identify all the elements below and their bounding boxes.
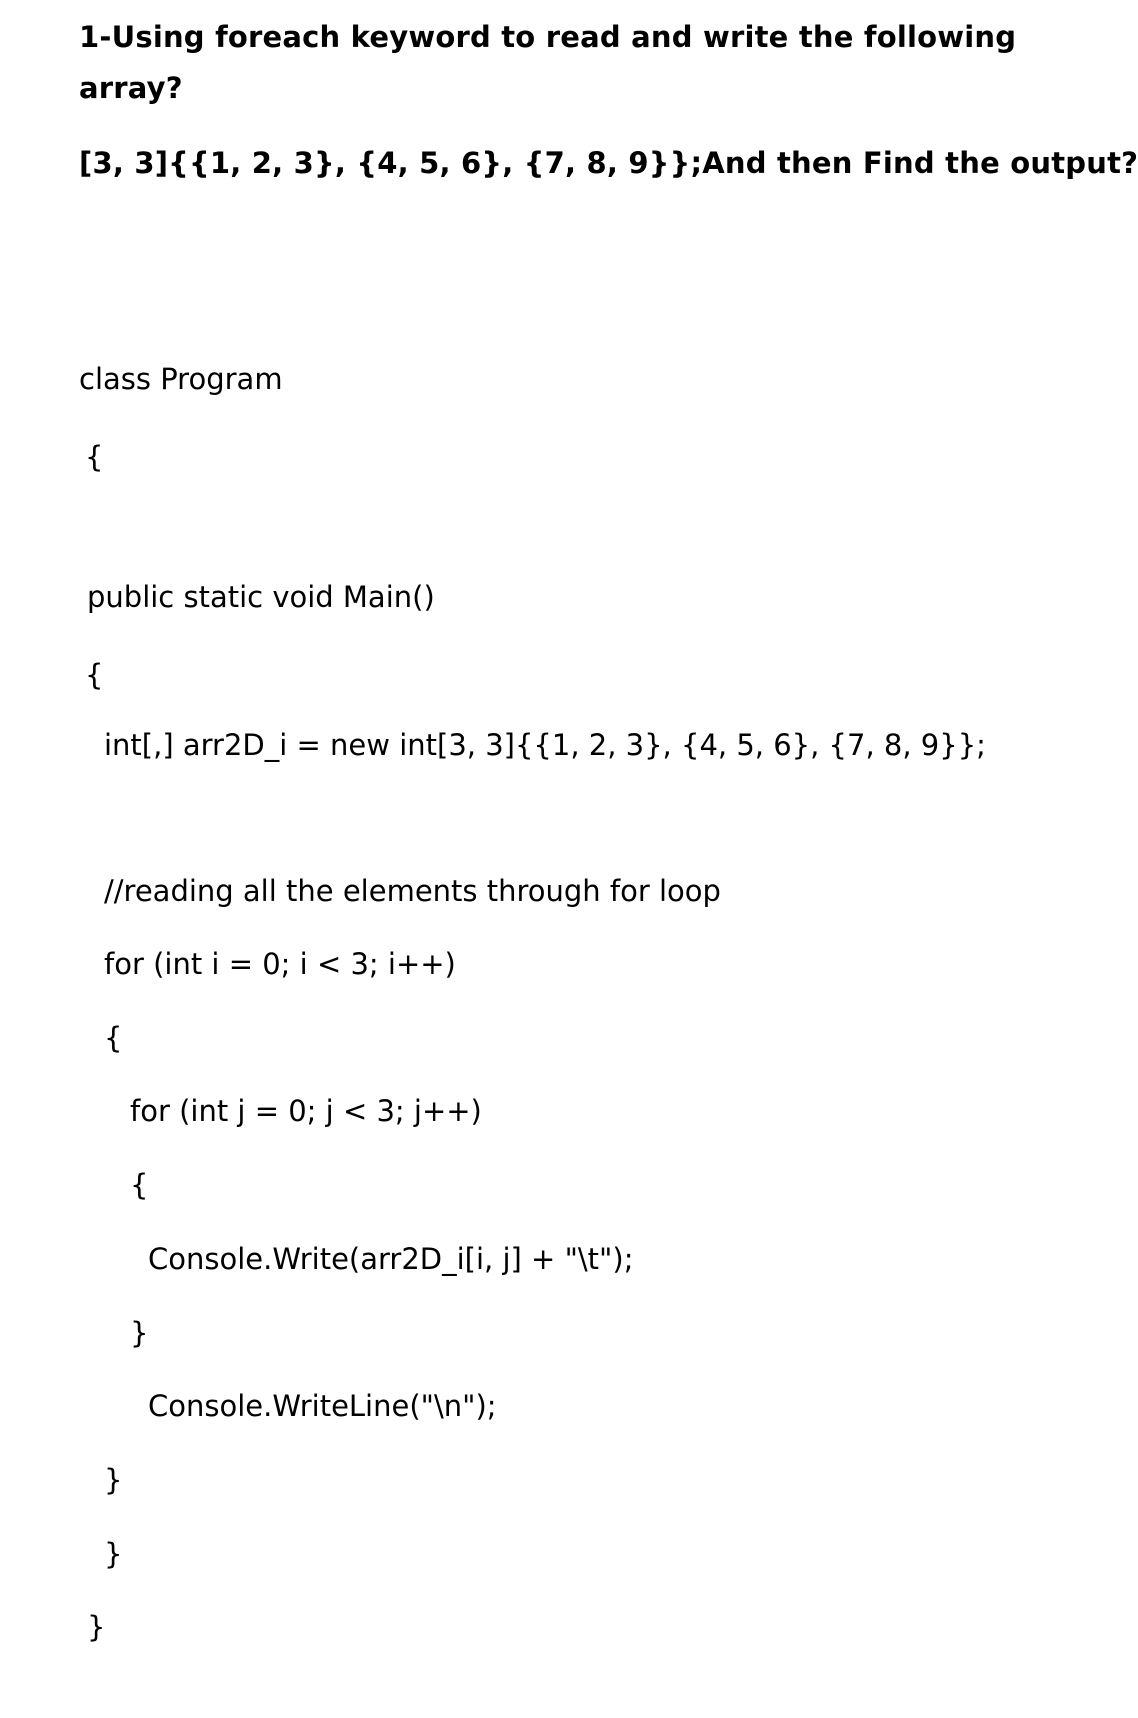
outer-for-open-brace: {	[104, 1021, 123, 1055]
console-writeline-statement: Console.WriteLine("\n");	[148, 1389, 497, 1423]
method-close-brace: }	[104, 1537, 123, 1571]
outer-for-loop: for (int i = 0; i < 3; i++)	[104, 947, 456, 981]
array-declaration: int[,] arr2D_i = new int[3, 3]{{1, 2, 3}, {4, 5, 6}, {7, 8, 9}};	[104, 728, 986, 762]
inner-for-loop: for (int j = 0; j < 3; j++)	[130, 1094, 482, 1128]
question-line-2: array?	[79, 71, 183, 105]
code-comment: //reading all the elements through for loop	[104, 874, 721, 908]
inner-for-open-brace: {	[130, 1168, 149, 1202]
method-declaration: public static void Main()	[87, 580, 435, 614]
question-line-3: [3, 3]{{1, 2, 3}, {4, 5, 6}, {7, 8, 9}};And then Find the output?	[79, 146, 1138, 180]
class-close-brace: }	[87, 1610, 106, 1644]
console-write-statement: Console.Write(arr2D_i[i, j] + "\t");	[148, 1242, 634, 1276]
inner-for-close-brace: }	[130, 1316, 149, 1350]
class-open-brace: {	[85, 440, 104, 474]
class-declaration: class Program	[79, 362, 283, 396]
question-line-1: 1-Using foreach keyword to read and write the following	[79, 20, 1017, 54]
outer-for-close-brace: }	[104, 1463, 123, 1497]
method-open-brace: {	[85, 658, 104, 692]
